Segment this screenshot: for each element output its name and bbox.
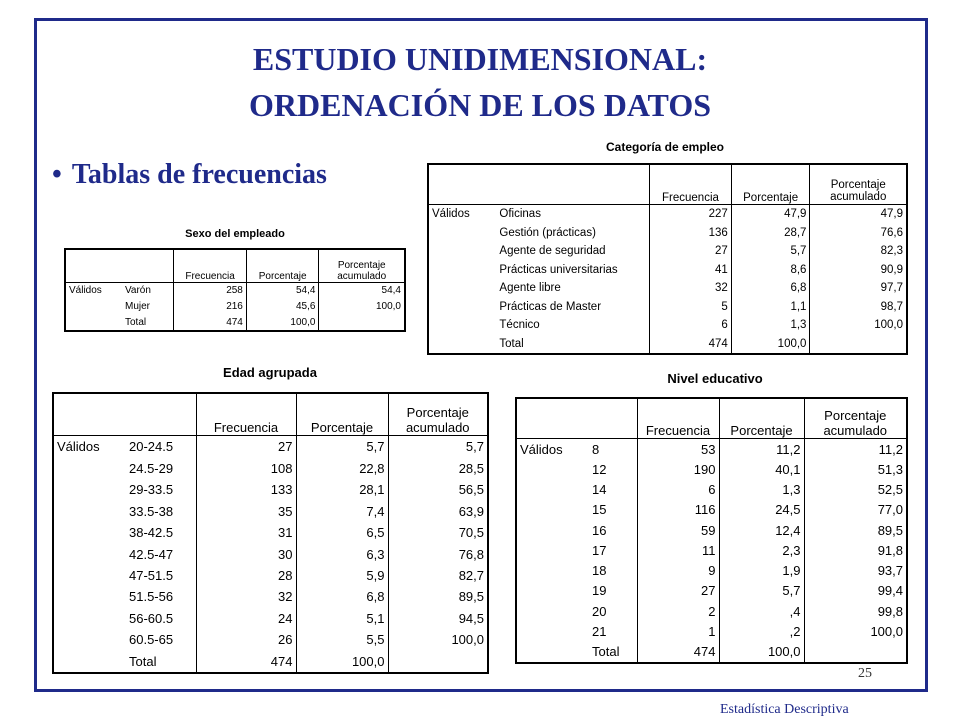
row-label: Agente libre — [499, 282, 561, 295]
group-label: Válidos — [69, 285, 102, 297]
row-label: 15 — [592, 502, 607, 518]
row-label: 21 — [592, 624, 607, 639]
cell-frecuencia: 27 — [196, 436, 296, 458]
cell-porcentaje: 22,8 — [296, 458, 388, 479]
group-empty — [54, 651, 126, 673]
cell-porcentaje: 28,7 — [731, 224, 810, 242]
cell-porcentaje-acumulado — [810, 334, 906, 353]
cell-frecuencia: 35 — [196, 501, 296, 522]
table-row — [517, 642, 906, 662]
cell-frecuencia: 474 — [650, 334, 732, 353]
cell-frecuencia: 1 — [637, 621, 719, 641]
row-label: Técnico — [499, 319, 540, 332]
cell-porcentaje-acumulado: 100,0 — [804, 621, 906, 641]
cell-porcentaje: 11,2 — [719, 438, 804, 459]
header-porcentaje: Porcentaje — [719, 399, 804, 438]
header-empty — [429, 165, 496, 205]
cell-frecuencia: 31 — [196, 522, 296, 543]
cell-porcentaje: 28,1 — [296, 479, 388, 500]
group-empty — [54, 543, 126, 564]
cell-porcentaje-acumulado: 100,0 — [810, 316, 906, 334]
cell-porcentaje: 1,3 — [731, 316, 810, 334]
table-row — [66, 314, 404, 330]
cell-porcentaje: 1,3 — [719, 480, 804, 500]
cell-porcentaje-acumulado: 77,0 — [804, 500, 906, 520]
table-row — [517, 540, 906, 560]
header-empty — [589, 399, 637, 438]
row-label: Varón — [124, 285, 151, 297]
group-empty — [429, 224, 496, 242]
cell-porcentaje: 5,7 — [296, 436, 388, 458]
table-header-row — [429, 165, 906, 205]
cell-porcentaje: 54,4 — [246, 282, 319, 298]
group-empty — [54, 522, 126, 543]
cell-porcentaje-acumulado: 11,2 — [804, 438, 906, 459]
slide-title-line1: ESTUDIO UNIDIMENSIONAL: — [252, 41, 708, 77]
cell-frecuencia: 6 — [637, 480, 719, 500]
cell-porcentaje-acumulado: 52,5 — [804, 480, 906, 500]
group-empty — [54, 479, 126, 500]
cell-frecuencia: 6 — [650, 316, 732, 334]
cell-frecuencia: 108 — [196, 458, 296, 479]
row-label: 47-51.5 — [129, 568, 174, 584]
table-header-row — [54, 394, 487, 436]
table-row — [54, 479, 487, 500]
row-label: Prácticas universitarias — [499, 263, 618, 276]
cell-porcentaje-acumulado: 76,6 — [810, 224, 906, 242]
table-row — [429, 279, 906, 297]
header-empty — [126, 394, 196, 436]
cell-porcentaje: 100,0 — [296, 651, 388, 673]
table-row — [517, 621, 906, 641]
group-empty — [517, 581, 589, 601]
cell-porcentaje: 6,8 — [296, 586, 388, 607]
header-porcentaje: Porcentaje — [731, 165, 810, 205]
table-row — [517, 561, 906, 581]
cell-porcentaje-acumulado: 70,5 — [388, 522, 487, 543]
group-empty — [429, 242, 496, 260]
cell-porcentaje-acumulado: 99,4 — [804, 581, 906, 601]
table-row — [54, 501, 487, 522]
header-porcentaje-acumulado: Porcentaje acumulado — [319, 250, 404, 282]
row-label: 20 — [592, 603, 607, 619]
table-row — [429, 316, 906, 334]
cell-porcentaje: 1,9 — [719, 561, 804, 581]
cell-porcentaje-acumulado: 51,3 — [804, 459, 906, 479]
cell-porcentaje-acumulado: 91,8 — [804, 540, 906, 560]
row-label: Total — [592, 644, 620, 660]
table-row — [66, 282, 404, 298]
group-empty — [429, 316, 496, 334]
table-title-sexo: Sexo del empleado — [185, 228, 285, 240]
cell-porcentaje: 45,6 — [246, 299, 319, 315]
table-row — [54, 436, 487, 458]
bullet-item — [52, 158, 327, 192]
cell-porcentaje-acumulado: 63,9 — [388, 501, 487, 522]
row-label: 42.5-47 — [129, 546, 174, 562]
cell-frecuencia: 474 — [174, 314, 247, 330]
cell-porcentaje-acumulado: 89,5 — [804, 520, 906, 540]
cell-porcentaje-acumulado: 90,9 — [810, 261, 906, 279]
cell-porcentaje-acumulado: 28,5 — [388, 458, 487, 479]
group-empty — [517, 480, 589, 500]
cell-porcentaje: 5,9 — [296, 565, 388, 586]
group-empty — [517, 520, 589, 540]
cell-porcentaje-acumulado — [319, 314, 404, 330]
header-empty — [122, 250, 174, 282]
cell-frecuencia: 32 — [196, 586, 296, 607]
cell-porcentaje-acumulado: 100,0 — [319, 299, 404, 315]
group-empty — [429, 261, 496, 279]
table-edad — [52, 392, 489, 674]
table-row — [54, 543, 487, 564]
row-label: Oficinas — [499, 208, 541, 221]
cell-porcentaje: 100,0 — [719, 642, 804, 662]
cell-porcentaje-acumulado: 47,9 — [810, 205, 906, 224]
cell-porcentaje-acumulado — [804, 642, 906, 662]
header-empty — [66, 250, 122, 282]
page-number: 25 — [858, 666, 872, 681]
group-empty — [54, 586, 126, 607]
cell-porcentaje: 6,8 — [731, 279, 810, 297]
table-row — [429, 334, 906, 353]
group-empty — [66, 314, 122, 330]
cell-frecuencia: 27 — [637, 581, 719, 601]
table-row — [54, 629, 487, 650]
cell-porcentaje-acumulado: 82,7 — [388, 565, 487, 586]
cell-frecuencia: 53 — [637, 438, 719, 459]
header-empty — [496, 165, 649, 205]
table-row — [54, 651, 487, 673]
cell-porcentaje: 5,1 — [296, 608, 388, 629]
table-row — [54, 458, 487, 479]
row-label: 12 — [592, 461, 607, 477]
group-empty — [429, 298, 496, 316]
cell-porcentaje-acumulado: 99,8 — [804, 601, 906, 621]
cell-porcentaje-acumulado: 82,3 — [810, 242, 906, 260]
row-label: 20-24.5 — [129, 439, 174, 455]
row-label: Total — [124, 316, 147, 328]
group-empty — [517, 621, 589, 641]
cell-porcentaje: ,2 — [719, 621, 804, 641]
table-title-categoria: Categoría de empleo — [605, 140, 725, 154]
group-empty — [517, 500, 589, 520]
table-row — [66, 299, 404, 315]
header-porcentaje: Porcentaje — [246, 250, 319, 282]
cell-frecuencia: 9 — [637, 561, 719, 581]
cell-porcentaje-acumulado: 89,5 — [388, 586, 487, 607]
slide-title-line2: ORDENACIÓN DE LOS DATOS — [248, 87, 711, 123]
group-empty — [517, 459, 589, 479]
group-empty — [517, 601, 589, 621]
table-row — [54, 565, 487, 586]
cell-frecuencia: 258 — [174, 282, 247, 298]
cell-frecuencia: 474 — [637, 642, 719, 662]
header-porcentaje-acumulado: Porcentaje acumulado — [810, 165, 906, 205]
cell-frecuencia: 24 — [196, 608, 296, 629]
row-label: 56-60.5 — [129, 610, 174, 626]
bullet-marker: • — [52, 159, 62, 190]
cell-frecuencia: 32 — [650, 279, 732, 297]
table-row — [517, 480, 906, 500]
table-title-nivel: Nivel educativo — [667, 371, 763, 386]
header-porcentaje: Porcentaje — [296, 394, 388, 436]
group-empty — [54, 629, 126, 650]
row-label: 29-33.5 — [129, 482, 174, 498]
cell-frecuencia: 216 — [174, 299, 247, 315]
cell-frecuencia: 26 — [196, 629, 296, 650]
cell-porcentaje: 5,7 — [719, 581, 804, 601]
cell-porcentaje: 2,3 — [719, 540, 804, 560]
row-label: 38-42.5 — [129, 525, 174, 541]
header-frecuencia: Frecuencia — [174, 250, 247, 282]
bullet-text: Tablas de frecuencias — [71, 159, 327, 190]
header-frecuencia: Frecuencia — [196, 394, 296, 436]
row-label: 16 — [592, 522, 607, 538]
table-row — [429, 261, 906, 279]
group-label: Válidos — [432, 208, 470, 221]
header-frecuencia: Frecuencia — [650, 165, 732, 205]
cell-frecuencia: 59 — [637, 520, 719, 540]
group-empty — [517, 561, 589, 581]
row-label: 19 — [592, 583, 607, 599]
table-row — [54, 586, 487, 607]
group-label: Válidos — [57, 439, 100, 455]
cell-frecuencia: 30 — [196, 543, 296, 564]
row-label: 8 — [592, 441, 600, 457]
cell-frecuencia: 116 — [637, 500, 719, 520]
table-row — [54, 608, 487, 629]
group-empty — [66, 299, 122, 315]
header-empty — [517, 399, 589, 438]
table-row — [429, 224, 906, 242]
cell-porcentaje-acumulado: 76,8 — [388, 543, 487, 564]
cell-frecuencia: 2 — [637, 601, 719, 621]
group-empty — [429, 334, 496, 353]
table-title-edad: Edad agrupada — [223, 365, 317, 380]
cell-porcentaje: 12,4 — [719, 520, 804, 540]
cell-porcentaje-acumulado: 94,5 — [388, 608, 487, 629]
table-row — [54, 522, 487, 543]
table-header-row — [66, 250, 404, 282]
group-empty — [517, 642, 589, 662]
row-label: Total — [129, 653, 157, 669]
group-empty — [54, 501, 126, 522]
row-label: 24.5-29 — [129, 460, 174, 476]
table-nivel — [515, 397, 908, 664]
cell-frecuencia: 27 — [650, 242, 732, 260]
table-row — [517, 601, 906, 621]
table-row — [517, 438, 906, 459]
header-porcentaje-acumulado: Porcentaje acumulado — [804, 399, 906, 438]
row-label: Gestión (prácticas) — [499, 227, 596, 240]
cell-porcentaje-acumulado: 56,5 — [388, 479, 487, 500]
row-label: Agente de seguridad — [499, 245, 606, 258]
group-empty — [54, 608, 126, 629]
header-porcentaje-acumulado: Porcentaje acumulado — [388, 394, 487, 436]
cell-frecuencia: 227 — [650, 205, 732, 224]
cell-porcentaje: 5,7 — [731, 242, 810, 260]
cell-porcentaje: 7,4 — [296, 501, 388, 522]
table-row — [429, 242, 906, 260]
cell-porcentaje: ,4 — [719, 601, 804, 621]
table-row — [517, 459, 906, 479]
table-row — [517, 581, 906, 601]
cell-porcentaje: 100,0 — [731, 334, 810, 353]
group-empty — [54, 565, 126, 586]
table-row — [429, 205, 906, 224]
row-label: 17 — [592, 542, 607, 558]
cell-porcentaje: 5,5 — [296, 629, 388, 650]
cell-porcentaje-acumulado: 98,7 — [810, 298, 906, 316]
cell-frecuencia: 41 — [650, 261, 732, 279]
footer-text: Estadística Descriptiva — [720, 702, 849, 717]
cell-porcentaje: 100,0 — [246, 314, 319, 330]
cell-porcentaje: 1,1 — [731, 298, 810, 316]
row-label: Prácticas de Master — [499, 300, 602, 313]
row-label: Mujer — [124, 300, 150, 312]
cell-porcentaje-acumulado — [388, 651, 487, 673]
group-label: Válidos — [520, 441, 563, 457]
row-label: Total — [499, 337, 524, 350]
cell-porcentaje: 6,3 — [296, 543, 388, 564]
cell-porcentaje-acumulado: 100,0 — [388, 629, 487, 650]
cell-porcentaje: 24,5 — [719, 500, 804, 520]
row-label: 33.5-38 — [129, 503, 174, 519]
cell-frecuencia: 5 — [650, 298, 732, 316]
header-frecuencia: Frecuencia — [637, 399, 719, 438]
group-empty — [517, 540, 589, 560]
cell-porcentaje: 8,6 — [731, 261, 810, 279]
header-empty — [54, 394, 126, 436]
cell-porcentaje-acumulado: 97,7 — [810, 279, 906, 297]
table-sexo — [64, 248, 406, 332]
cell-frecuencia: 11 — [637, 540, 719, 560]
row-label: 60.5-65 — [129, 632, 174, 648]
group-empty — [429, 279, 496, 297]
cell-porcentaje: 6,5 — [296, 522, 388, 543]
cell-porcentaje: 40,1 — [719, 459, 804, 479]
table-header-row — [517, 399, 906, 438]
cell-frecuencia: 136 — [650, 224, 732, 242]
cell-frecuencia: 28 — [196, 565, 296, 586]
cell-porcentaje-acumulado: 93,7 — [804, 561, 906, 581]
row-label: 51.5-56 — [129, 589, 174, 605]
table-row — [429, 298, 906, 316]
cell-porcentaje-acumulado: 54,4 — [319, 282, 404, 298]
table-row — [517, 520, 906, 540]
cell-porcentaje-acumulado: 5,7 — [388, 436, 487, 458]
cell-frecuencia: 190 — [637, 459, 719, 479]
table-row — [517, 500, 906, 520]
group-empty — [54, 458, 126, 479]
row-label: 18 — [592, 563, 607, 579]
row-label: 14 — [592, 482, 607, 498]
cell-frecuencia: 133 — [196, 479, 296, 500]
table-categoria — [427, 163, 908, 355]
cell-frecuencia: 474 — [196, 651, 296, 673]
cell-porcentaje: 47,9 — [731, 205, 810, 224]
